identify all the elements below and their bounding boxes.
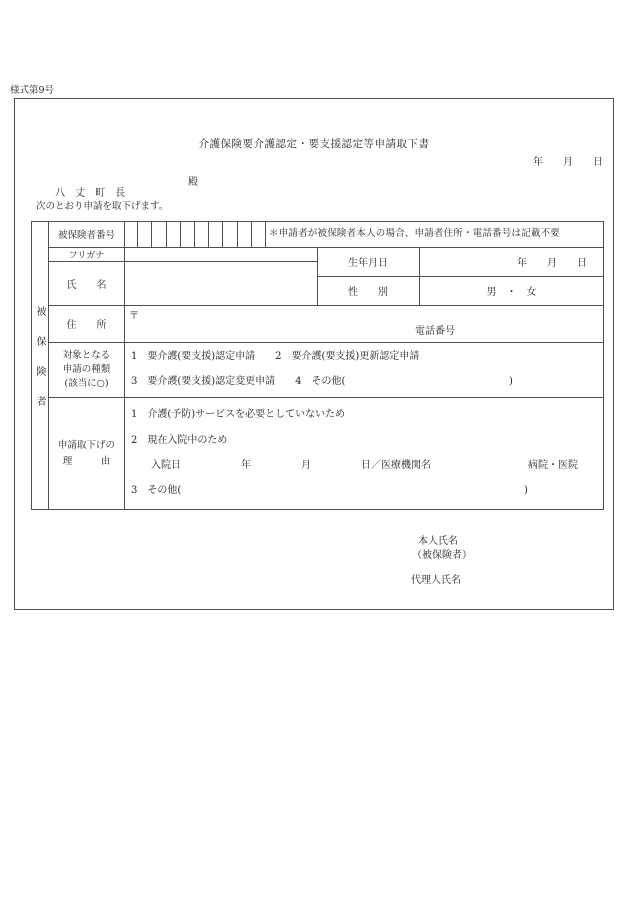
grid-line: [603, 221, 604, 510]
birthdate-label: 生年月日: [348, 258, 388, 269]
insured-number-box: [252, 222, 266, 247]
insured-number-box: [152, 222, 166, 247]
date-line: 年 月 日: [533, 157, 603, 168]
application-type-option-3-4: 3 要介護(要支援)認定変更申請 4 その他(: [131, 376, 346, 387]
insured-number-boxes: [124, 222, 266, 247]
reason-hospital-date-line: 入院日 年 月 日／医療機関名: [151, 460, 431, 471]
grid-line: [48, 305, 604, 306]
postal-mark: 〒: [129, 311, 139, 322]
furigana-label: フリガナ: [68, 250, 105, 261]
withdrawal-reason-label: 申請取下げの 理 由: [57, 439, 115, 467]
grid-line: [48, 342, 604, 343]
addressee-honorific: 殿: [188, 177, 198, 188]
addressee-name: 八 丈 町 長: [55, 188, 126, 199]
reason-option-3: 3 その他(: [131, 485, 182, 496]
sex-value: 男 ・ 女: [486, 287, 537, 298]
insured-number-box: [195, 222, 209, 247]
insured-number-box: [223, 222, 237, 247]
name-label: 氏 名: [66, 279, 107, 291]
application-type-label: 対象となる 申請の種類 (該当に○): [62, 349, 111, 389]
grid-line: [48, 397, 604, 398]
intro-text: 次のとおり申請を取下げます。: [36, 201, 169, 212]
reason-option-2: 2 現在入院中のため: [131, 435, 228, 446]
side-label-insured-person: 被保険者: [34, 305, 45, 426]
insured-person-table: [31, 221, 604, 510]
reason-hospital-suffix: 病院・医院: [528, 460, 578, 471]
phone-label: 電話番号: [415, 326, 455, 337]
insured-number-note: ＊申請者が被保険者本人の場合、申請者住所・電話番号は記載不要: [269, 228, 561, 239]
insured-number-box: [167, 222, 181, 247]
agent-name-label: 代理人氏名: [411, 575, 461, 586]
form-title: 介護保険要介護認定・要支援認定等申請取下書: [198, 138, 430, 150]
birthdate-value: 年 月 日: [517, 258, 587, 269]
insured-number-box: [181, 222, 195, 247]
insured-number-box: [138, 222, 152, 247]
reason-option-1: 1 介護(予防)サービスを必要としていないため: [131, 409, 346, 420]
reason-close-paren: ): [524, 485, 528, 496]
addressee-line: [36, 173, 198, 221]
insured-number-box: [238, 222, 252, 247]
insured-number-box: [124, 222, 138, 247]
form-code: 様式第9号: [10, 85, 55, 96]
application-type-option-1-2: 1 要介護(要支援)認定申請 2 要介護(要支援)更新認定申請: [131, 351, 420, 362]
principal-name-label: 本人氏名: [418, 536, 458, 547]
insured-number-label: 被保険者番号: [57, 230, 115, 241]
address-label: 住 所: [66, 320, 107, 331]
form-border: [14, 98, 614, 610]
application-type-close-paren: ): [509, 376, 513, 387]
grid-line: [124, 221, 125, 510]
principal-name-sub-label: （被保険者）: [412, 550, 472, 561]
sex-label: 性 別: [348, 287, 388, 298]
insured-number-box: [209, 222, 223, 247]
